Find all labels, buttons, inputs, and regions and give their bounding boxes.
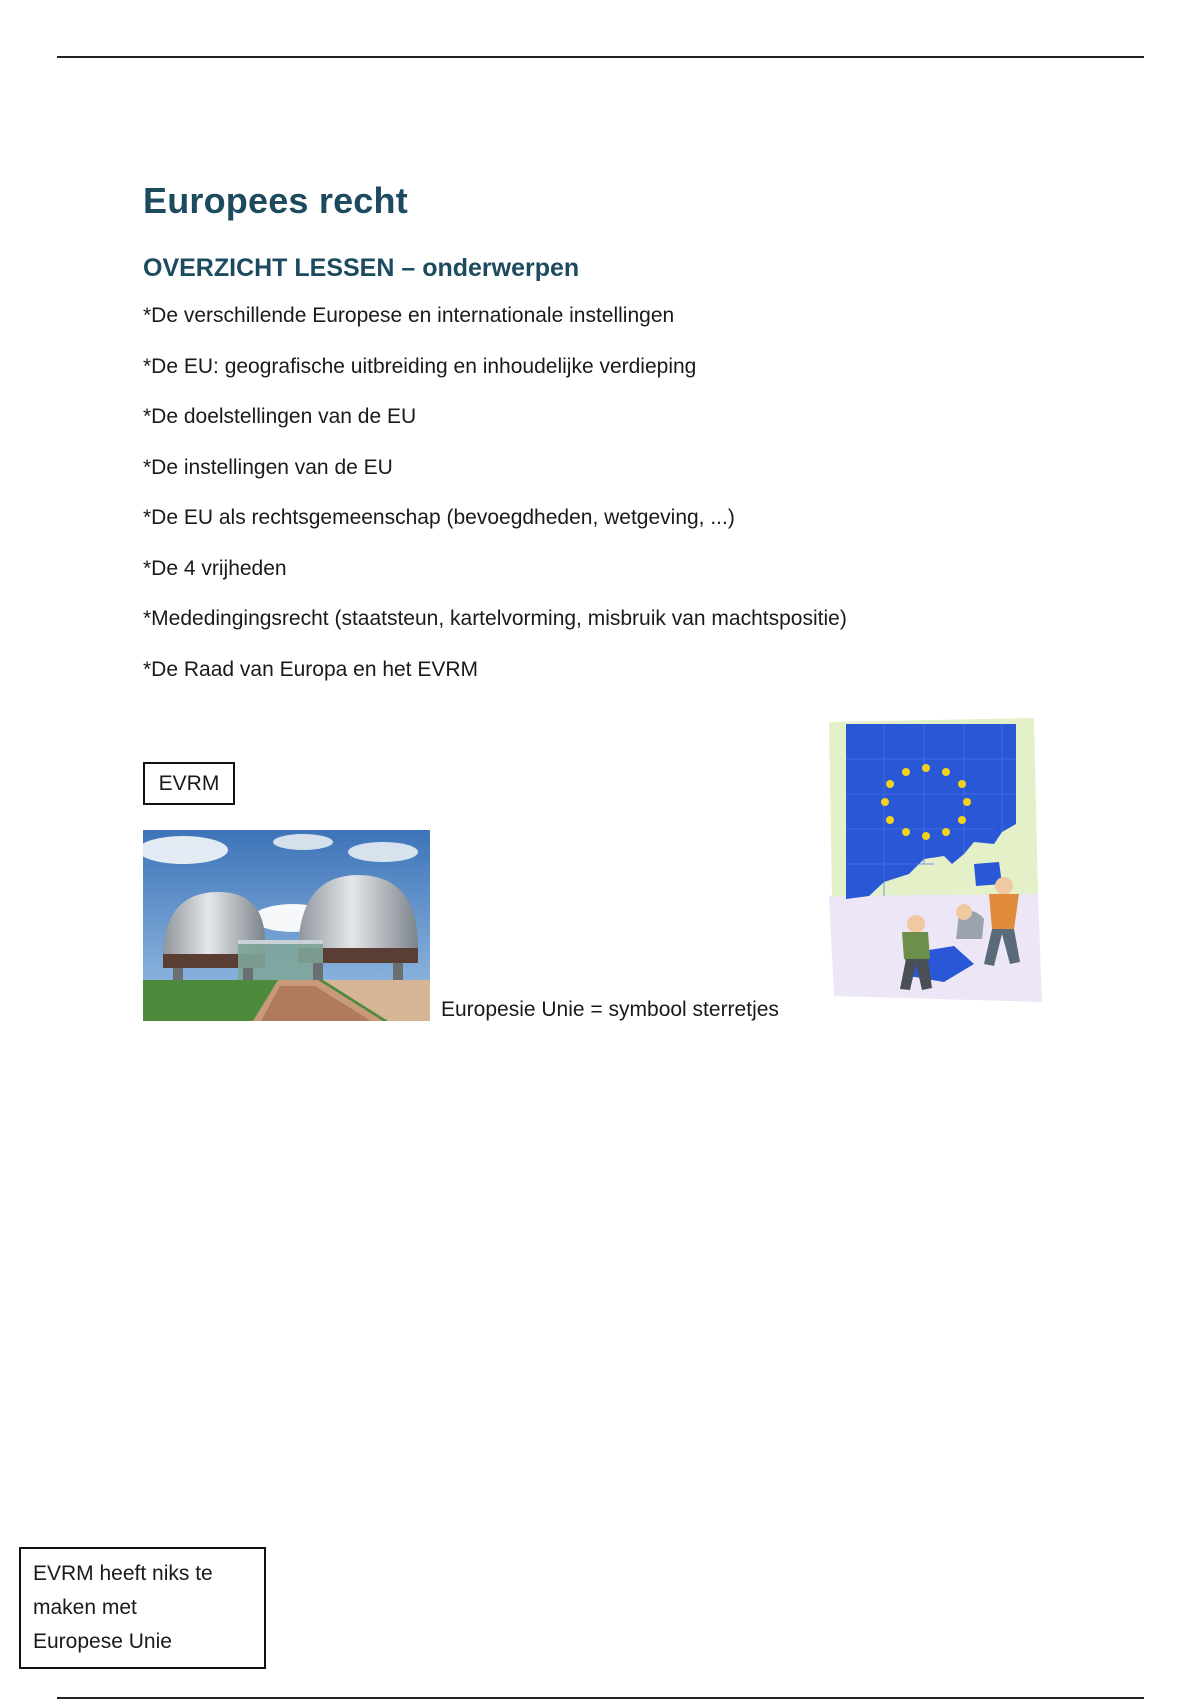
topic-item: *De EU als rechtsgemeenschap (bevoegdheden, wetgeving, ...) (143, 506, 735, 529)
topic-item: *De Raad van Europa en het EVRM (143, 657, 479, 681)
section-subtitle: OVERZICHT LESSEN – onderwerpen (143, 254, 580, 282)
eu-puzzle-illustration (824, 714, 1042, 1006)
court-building-photo (143, 830, 430, 1021)
topic-item: *De verschillende Europese en internationale instellingen (143, 304, 675, 327)
bottom-rule (57, 1697, 1144, 1699)
note-box (19, 1547, 266, 1669)
note-line: EVRM heeft niks te (33, 1562, 213, 1585)
topic-item: *De doelstellingen van de EU (143, 405, 417, 428)
evrm-label-box: EVRM (143, 762, 235, 805)
topic-item: *De instellingen van de EU (143, 455, 393, 479)
page-title: Europees recht (143, 180, 408, 221)
note-line: Europese Unie (33, 1630, 172, 1653)
topic-item: *De EU: geografische uitbreiding en inhoudelijke verdieping (143, 354, 697, 378)
topic-list (143, 302, 847, 706)
topic-item: *De 4 vrijheden (143, 556, 287, 580)
topic-item: *Mededingingsrecht (staatsteun, kartelvorming, misbruik van machtspositie) (143, 607, 847, 630)
top-rule (57, 56, 1144, 58)
note-line: maken met (33, 1596, 137, 1619)
image-caption: Europesie Unie = symbool sterretjes (441, 998, 779, 1021)
